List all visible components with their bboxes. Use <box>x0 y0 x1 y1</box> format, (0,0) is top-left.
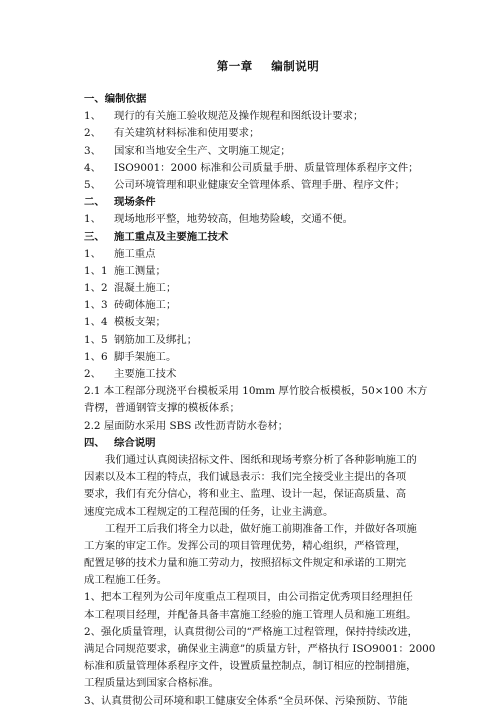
list-item: 1、 现场地形平整，地势较高，但地势险峻，交通不便。 <box>84 213 353 226</box>
section-heading: 二、 现场条件 <box>84 196 156 209</box>
text-line: 速度完成本工程规定的工程范围的任务，让业主满意。 <box>84 505 334 518</box>
chapter-number: 第一章 <box>216 59 253 73</box>
section-heading: 四、 综合说明 <box>84 436 156 449</box>
chapter-name: 编制说明 <box>271 59 320 73</box>
list-item: 3、 国家和当地安全生产、文明施工规定； <box>84 144 291 157</box>
list-item: 1、 施工重点 <box>84 247 156 260</box>
text-line: 因素以及本工程的特点，我们诚恳表示：我们完全接受业主提出的各项 <box>84 471 407 484</box>
text-line: 工方案的审定工作。发挥公司的项目管理优势，精心组织，严格管理， <box>84 539 407 552</box>
list-item: 1、5 钢筋加工及绑扎； <box>84 333 198 346</box>
text-line: 2、强化质量管理，认真贯彻公司的“严格施工过程管理，保持持续改进， <box>84 625 419 638</box>
list-item: 1、2 混凝土施工； <box>84 282 177 295</box>
text-line: 成工程施工任务。 <box>84 574 168 587</box>
list-item: 2、 主要施工技术 <box>84 368 177 380</box>
chapter-title <box>84 58 452 74</box>
list-item: 1、3 砖砌体施工； <box>84 299 177 312</box>
text-line: 工程开工后我们将全力以赴，做好施工前期准备工作，并做好各项施 <box>105 522 417 535</box>
text-line: 要求，我们有充分信心，将和业主、监理、设计一起，保证高质量、高 <box>84 488 407 501</box>
list-item: 1、1 施工测量； <box>84 264 166 277</box>
list-item: 1、6 脚手架施工。 <box>84 350 177 363</box>
paragraph <box>84 624 452 693</box>
list-item: 1、 现行的有关施工验收规范及操作规程和图纸设计要求； <box>84 110 364 123</box>
text-line: 工程质量达到国家合格标准。 <box>84 677 220 690</box>
text-line: 2.2 屋面防水采用 SBS 改性沥青防水卷材； <box>84 419 289 432</box>
text-line: 配置足够的技术力量和施工劳动力，按照招标文件规定和承诺的工期完 <box>84 557 407 570</box>
text-line: 背楞，普通钢管支撑的模板体系； <box>84 402 240 415</box>
list-item: 4、 ISO9001：2000 标准和公司质量手册、质量管理体系程序文件； <box>84 161 419 174</box>
paragraph <box>84 589 452 623</box>
text-line: 本工程项目经理，并配备具备丰富施工经验的施工管理人员和施工班组。 <box>84 608 417 621</box>
text-line: 3、认真贯彻公司环境和职工健康安全体系“全员环保、污染预防、节能 <box>84 694 408 707</box>
text-line: 2.1 本工程部分现浇平台模板采用 10mm 厚竹胶合板模板，50×100 木方 <box>84 385 428 398</box>
text-line: 1、把本工程列为公司年度重点工程项目，由公司指定优秀项目经理担任 <box>84 591 413 604</box>
text-line: 标准和质量管理体系程序文件，设置质量控制点，制订相应的控制措施， <box>84 660 417 673</box>
paragraph <box>84 452 452 521</box>
paragraph <box>84 693 452 710</box>
section-heading: 三、 施工重点及主要施工技术 <box>84 230 229 243</box>
text-line: 我们通过认真阅读招标文件、图纸和现场考察分析了各种影响施工的 <box>105 453 417 466</box>
list-item: 1、4 模板支架； <box>84 316 166 329</box>
paragraph <box>84 521 452 590</box>
section-heading: 一、编制依据 <box>84 93 147 105</box>
list-item: 5、 公司环境管理和职业健康安全管理体系、管理手册、程序文件； <box>84 178 405 191</box>
text-line: 满足合同规范要求，确保业主满意”的质量方针，严格执行 ISO9001：2000 <box>84 643 436 655</box>
list-item: 2、 有关建筑材料标准和使用要求； <box>84 127 260 140</box>
